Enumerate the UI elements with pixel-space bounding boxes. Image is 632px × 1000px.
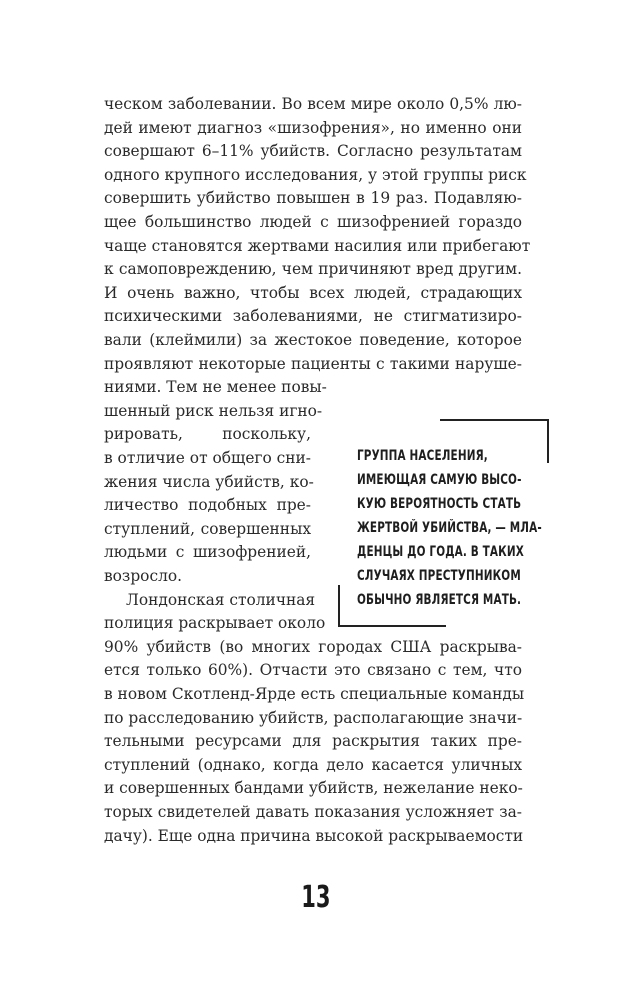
- bracket-bottom-line: [338, 625, 446, 627]
- text-line: в новом Скотленд-Ярде есть специальные команды: [104, 685, 525, 703]
- text-line: и совершенных бандами убийств, нежелание неко-: [104, 779, 523, 798]
- callout-line: ЖЕРТВОЙ УБИЙСТВА, — МЛА-: [357, 520, 542, 536]
- text-line: рировать, поскольку,: [104, 425, 311, 444]
- text-line: ступлений, совершенных: [104, 519, 311, 538]
- text-line: ческом заболевании. Во всем мире около 0,5% лю-: [104, 95, 522, 113]
- page-number: [0, 880, 632, 915]
- callout-line: ОБЫЧНО ЯВЛЯЕТСЯ МАТЬ.: [357, 592, 522, 608]
- text-line: шенный риск нельзя игно-: [104, 401, 323, 420]
- text-line: Лондонская столичная: [126, 590, 316, 609]
- callout-line: ГРУППА НАСЕЛЕНИЯ,: [357, 448, 488, 464]
- text-line: психическими заболеваниями, не стигматизиро-: [104, 307, 522, 326]
- text-line: к самоповреждению, чем причиняют вред другим.: [104, 260, 522, 279]
- text-line: дей имеют диагноз «шизофрения», но именно они: [104, 118, 522, 137]
- callout-line: ИМЕЮЩАЯ САМУЮ ВЫСО-: [357, 472, 522, 488]
- text-line: ниями. Тем не менее повы-: [104, 378, 327, 397]
- callout-line: СЛУЧАЯХ ПРЕСТУПНИКОМ: [357, 568, 521, 584]
- text-line: тельными ресурсами для раскрытия таких пре-: [104, 732, 522, 751]
- text-line: совершают 6–11% убийств. Согласно результатам: [104, 142, 522, 161]
- text-line: проявляют некоторые пациенты с такими наруше-: [104, 354, 522, 373]
- bracket-top-line: [440, 419, 549, 421]
- text-line: дачу). Еще одна причина высокой раскрываемости: [104, 826, 524, 845]
- text-line: чаще становятся жертвами насилия или прибегают: [104, 236, 531, 255]
- callout-line: ДЕНЦЫ ДО ГОДА. В ТАКИХ: [357, 544, 524, 560]
- text-line: одного крупного исследования, у этой группы риск: [104, 165, 527, 184]
- text-line: И очень важно, чтобы всех людей, страдающих: [104, 283, 522, 302]
- text-line: по расследованию убийств, располагающие значи-: [104, 708, 523, 727]
- text-line: совершить убийство повышен в 19 раз. Подавляю-: [104, 189, 522, 208]
- text-line: полиция раскрывает около: [104, 614, 326, 633]
- page-number-text: 13: [301, 880, 331, 915]
- text-line: жения числа убийств, ко-: [104, 472, 314, 491]
- text-line: торых свидетелей давать показания усложняет за-: [104, 803, 522, 821]
- text-line: ступлений (однако, когда дело касается уличных: [104, 755, 522, 774]
- text-line: личество подобных пре-: [104, 496, 311, 515]
- bracket-top-vertical: [547, 419, 549, 463]
- text-line: 90% убийств (во многих городах США раскрыва-: [104, 637, 522, 656]
- text-line: возросло.: [104, 567, 182, 585]
- callout-line: КУЮ ВЕРОЯТНОСТЬ СТАТЬ: [357, 496, 522, 512]
- text-line: вали (клеймили) за жестокое поведение, которое: [104, 331, 522, 349]
- text-line: людьми с шизофренией,: [104, 543, 311, 562]
- text-line: в отличие от общего сни-: [104, 449, 311, 467]
- text-line: щее большинство людей с шизофренией гораздо: [104, 213, 522, 231]
- text-line: ется только 60%). Отчасти это связано с тем, что: [104, 661, 522, 680]
- bracket-bottom-vertical: [338, 585, 340, 627]
